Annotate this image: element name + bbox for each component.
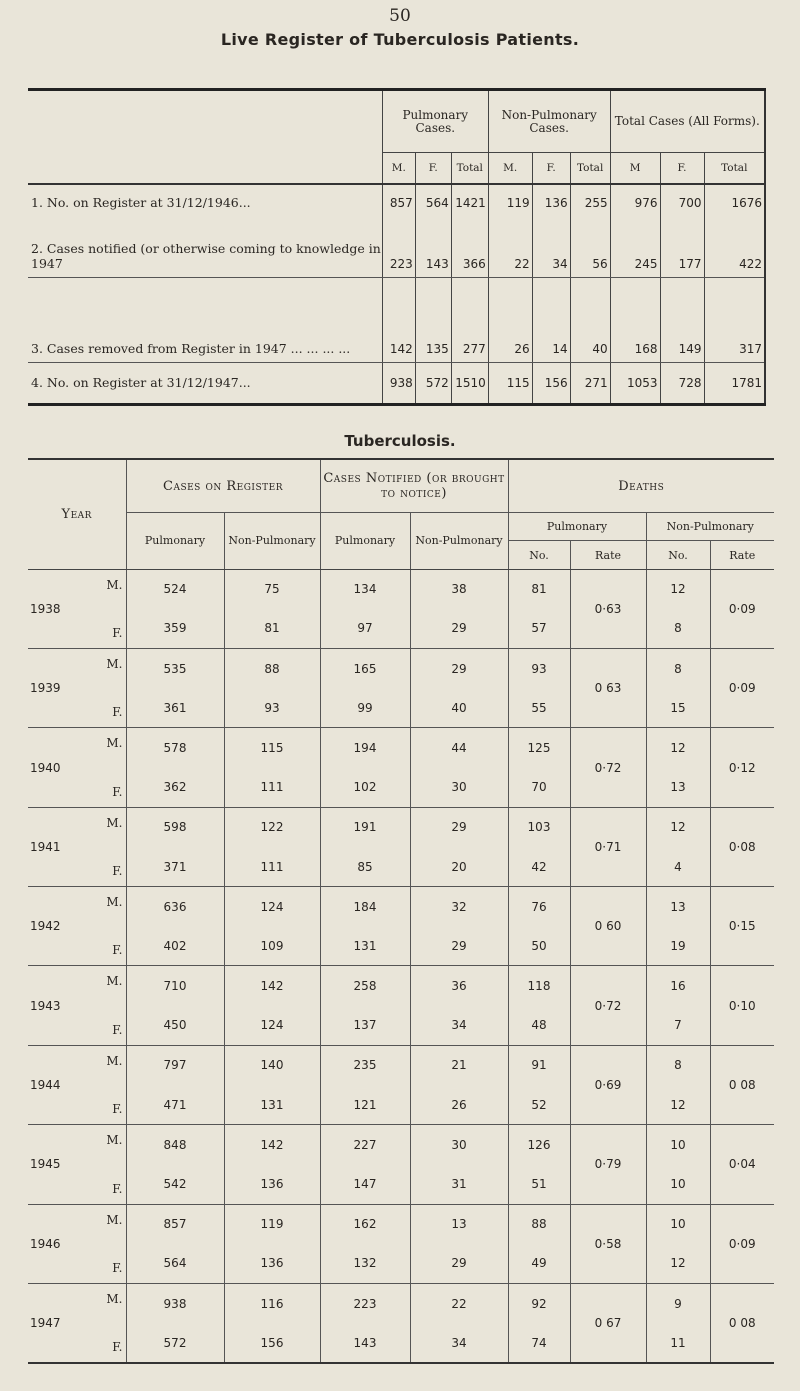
notified-pulmonary-cell: 131 [320, 926, 410, 966]
register-cell: 366 [451, 221, 488, 277]
register-cell: 1053 [610, 362, 660, 404]
sex-label-female: F. [112, 864, 123, 879]
sex-label-female: F. [112, 784, 123, 799]
register-cell: 728 [660, 362, 704, 404]
register-cell: 255 [570, 184, 610, 222]
deaths-pulmonary-no-cell: 57 [508, 609, 570, 649]
notified-non-pulmonary-cell: 36 [410, 966, 508, 1006]
sex-label-female: F. [112, 1260, 123, 1275]
deaths-non-pulmonary-no-cell: 10 [646, 1125, 710, 1165]
reg-pulmonary-cell: 524 [126, 569, 224, 609]
deaths-non-pulmonary-no-cell: 19 [646, 926, 710, 966]
deaths-non-pulmonary-no-cell: 8 [646, 1045, 710, 1085]
year-row-male [28, 966, 774, 1006]
reg-pulmonary-cell: 564 [126, 1244, 224, 1284]
notified-non-pulmonary-cell: 32 [410, 887, 508, 927]
notified-non-pulmonary-cell: 29 [410, 926, 508, 966]
deaths-pulmonary-rate-cell: 0·69 [570, 1045, 646, 1124]
deaths-pulmonary-rate-cell: 0·79 [570, 1125, 646, 1204]
register-row [28, 184, 765, 222]
reg-non-pulmonary-cell: 122 [224, 807, 320, 847]
year-row-female [28, 609, 774, 649]
deaths-non-pulmonary-no-cell: 10 [646, 1204, 710, 1244]
register-cell: 271 [570, 362, 610, 404]
deaths-pulmonary-no-cell: 126 [508, 1125, 570, 1165]
sex-label-female: F. [112, 1022, 123, 1037]
reg-pulmonary-cell: 535 [126, 648, 224, 688]
register-cell: 277 [451, 278, 488, 363]
deaths-non-pulmonary-rate-cell: 0·09 [710, 1204, 774, 1283]
group-non-pulmonary: Non-Pulmonary Cases. [488, 90, 610, 153]
year-row-male [28, 1283, 774, 1323]
reg-pulmonary-cell: 636 [126, 887, 224, 927]
deaths-pulmonary-header: Pulmonary [508, 513, 646, 541]
deaths-pulmonary-rate-cell: 0·72 [570, 728, 646, 807]
year-row-male [28, 648, 774, 688]
year-label: 1938 [30, 601, 61, 616]
year-label: 1944 [30, 1078, 61, 1093]
group-total: Total Cases (All Forms). [610, 90, 765, 153]
page-title: Live Register of Tuberculosis Patients. [220, 30, 580, 49]
group-deaths: Deaths [508, 459, 774, 513]
deaths-non-pulmonary-no-cell: 12 [646, 1244, 710, 1284]
year-cell [28, 1045, 126, 1124]
deaths-pulmonary-no-cell: 48 [508, 1006, 570, 1046]
deaths-pulmonary-rate-cell: 0·72 [570, 966, 646, 1045]
register-cell: 857 [382, 184, 415, 222]
deaths-non-pulmonary-no-cell: 13 [646, 768, 710, 808]
notified-pulmonary-cell: 227 [320, 1125, 410, 1165]
reg-pulmonary-cell: 371 [126, 847, 224, 887]
notified-pulmonary-cell: 134 [320, 569, 410, 609]
reg-non-pulmonary-header: Non-Pulmonary [224, 513, 320, 569]
year-cell [28, 728, 126, 807]
notified-pulmonary-cell: 191 [320, 807, 410, 847]
notified-non-pulmonary-cell: 34 [410, 1006, 508, 1046]
deaths-pulmonary-no-cell: 91 [508, 1045, 570, 1085]
year-cell [28, 966, 126, 1045]
register-cell: 168 [610, 278, 660, 363]
deaths-pulmonary-no-cell: 52 [508, 1085, 570, 1125]
register-cell: 976 [610, 184, 660, 222]
deaths-non-pulmonary-no-cell: 4 [646, 847, 710, 887]
deaths-pulmonary-no-cell: 81 [508, 569, 570, 609]
year-cell [28, 648, 126, 727]
notified-non-pulmonary-cell: 44 [410, 728, 508, 768]
reg-pulmonary-cell: 848 [126, 1125, 224, 1165]
register-cell: 40 [570, 278, 610, 363]
notified-pulmonary-cell: 132 [320, 1244, 410, 1284]
deaths-pulmonary-no-cell: 50 [508, 926, 570, 966]
reg-pulmonary-cell: 598 [126, 807, 224, 847]
deaths-non-pulmonary-no-cell: 15 [646, 688, 710, 728]
deaths-pulmonary-rate-cell: 0·63 [570, 569, 646, 648]
deaths-pulmonary-rate-cell: 0·58 [570, 1204, 646, 1283]
register-cell: 1781 [704, 362, 765, 404]
year-label: 1942 [30, 919, 61, 934]
deaths-pulmonary-no-cell: 88 [508, 1204, 570, 1244]
notified-non-pulmonary-cell: 21 [410, 1045, 508, 1085]
deaths-pulmonary-no-cell: 42 [508, 847, 570, 887]
group-cases-on-register: Cases on Register [126, 459, 320, 513]
subcolumn-header: F. [660, 153, 704, 184]
notified-pulmonary-cell: 99 [320, 688, 410, 728]
page-number: 50 [389, 6, 411, 26]
deaths-pulmonary-no-cell: 125 [508, 728, 570, 768]
deaths-pulmonary-no-cell: 49 [508, 1244, 570, 1284]
group-pulmonary: Pulmonary Cases. [382, 90, 488, 153]
deaths-non-pulmonary-rate-cell: 0·10 [710, 966, 774, 1045]
sex-label-female: F. [112, 705, 123, 720]
year-row-female [28, 1244, 774, 1284]
notified-pulmonary-cell: 194 [320, 728, 410, 768]
notified-non-pulmonary-cell: 30 [410, 768, 508, 808]
reg-non-pulmonary-cell: 75 [224, 569, 320, 609]
deaths-non-pulmonary-rate-cell: 0·09 [710, 648, 774, 727]
register-cell: 115 [488, 362, 532, 404]
reg-non-pulmonary-cell: 131 [224, 1085, 320, 1125]
deaths-pulmonary-no-cell: 92 [508, 1283, 570, 1323]
deaths-pulmonary-no-cell: 55 [508, 688, 570, 728]
deaths-pulmonary-rate-cell: 0 63 [570, 648, 646, 727]
year-label: 1940 [30, 760, 61, 775]
sex-label-female: F. [112, 1102, 123, 1117]
register-cell: 56 [570, 221, 610, 277]
reg-non-pulmonary-cell: 119 [224, 1204, 320, 1244]
tuberculosis-table [28, 458, 774, 1364]
register-cell: 938 [382, 362, 415, 404]
deaths-pulmonary-rate-cell: 0 60 [570, 887, 646, 966]
deaths-non-no-header: No. [646, 541, 710, 569]
year-row-female [28, 1323, 774, 1363]
sex-label-male: M. [106, 1291, 123, 1306]
register-row-label: 1. No. on Register at 31/12/1946... [31, 195, 251, 211]
year-label: 1941 [30, 839, 61, 854]
live-register-table [28, 88, 766, 406]
deaths-pulmonary-no-cell: 76 [508, 887, 570, 927]
deaths-pulmonary-rate-cell: 0·71 [570, 807, 646, 886]
sex-label-male: M. [106, 736, 123, 751]
register-cell: 14 [532, 278, 570, 363]
reg-non-pulmonary-cell: 156 [224, 1323, 320, 1363]
reg-pulmonary-cell: 542 [126, 1164, 224, 1204]
year-cell [28, 1283, 126, 1363]
deaths-pulmonary-no-cell: 74 [508, 1323, 570, 1363]
register-header-blank [28, 90, 382, 153]
register-cell: 245 [610, 221, 660, 277]
sex-label-female: F. [112, 625, 123, 640]
reg-non-pulmonary-cell: 136 [224, 1244, 320, 1284]
notified-pulmonary-cell: 121 [320, 1085, 410, 1125]
notified-non-pulmonary-cell: 29 [410, 609, 508, 649]
register-cell: 136 [532, 184, 570, 222]
reg-pulmonary-cell: 938 [126, 1283, 224, 1323]
deaths-non-pulmonary-rate-cell: 0·08 [710, 807, 774, 886]
reg-non-pulmonary-cell: 111 [224, 847, 320, 887]
register-cell: 1421 [451, 184, 488, 222]
reg-non-pulmonary-cell: 115 [224, 728, 320, 768]
deaths-non-pulmonary-no-cell: 8 [646, 648, 710, 688]
notified-non-pulmonary-cell: 34 [410, 1323, 508, 1363]
register-cell: 177 [660, 221, 704, 277]
year-cell [28, 569, 126, 648]
section-title: Tuberculosis. [344, 432, 456, 450]
notified-non-pulmonary-cell: 29 [410, 807, 508, 847]
sex-label-male: M. [106, 1212, 123, 1227]
reg-non-pulmonary-cell: 81 [224, 609, 320, 649]
reg-non-pulmonary-cell: 109 [224, 926, 320, 966]
register-cell: 135 [415, 278, 451, 363]
year-row-female [28, 1164, 774, 1204]
deaths-non-pulmonary-rate-cell: 0 08 [710, 1283, 774, 1363]
register-cell: 317 [704, 278, 765, 363]
notified-pulmonary-cell: 165 [320, 648, 410, 688]
reg-non-pulmonary-cell: 124 [224, 887, 320, 927]
reg-pulmonary-cell: 359 [126, 609, 224, 649]
reg-non-pulmonary-cell: 142 [224, 966, 320, 1006]
year-label: 1947 [30, 1315, 61, 1330]
reg-non-pulmonary-cell: 116 [224, 1283, 320, 1323]
deaths-non-pulmonary-rate-cell: 0 08 [710, 1045, 774, 1124]
sex-label-male: M. [106, 895, 123, 910]
group-cases-notified: Cases Notified (or brought to notice) [320, 459, 508, 513]
subcolumn-header: Total [451, 153, 488, 184]
subcolumn-header: M. [382, 153, 415, 184]
reg-pulmonary-cell: 450 [126, 1006, 224, 1046]
sex-label-female: F. [112, 1181, 123, 1196]
register-cell: 1510 [451, 362, 488, 404]
deaths-non-pulmonary-no-cell: 8 [646, 609, 710, 649]
reg-pulmonary-cell: 361 [126, 688, 224, 728]
deaths-non-pulmonary-no-cell: 7 [646, 1006, 710, 1046]
deaths-non-pulmonary-rate-cell: 0·15 [710, 887, 774, 966]
reg-pulmonary-cell: 797 [126, 1045, 224, 1085]
year-label: 1945 [30, 1157, 61, 1172]
register-cell: 422 [704, 221, 765, 277]
year-row-male [28, 569, 774, 609]
register-cell: 22 [488, 221, 532, 277]
deaths-non-pulmonary-header: Non-Pulmonary [646, 513, 774, 541]
deaths-non-pulmonary-rate-cell: 0·09 [710, 569, 774, 648]
year-cell [28, 1125, 126, 1204]
year-row-male [28, 728, 774, 768]
notified-non-pulmonary-cell: 30 [410, 1125, 508, 1165]
deaths-non-pulmonary-no-cell: 10 [646, 1164, 710, 1204]
deaths-non-pulmonary-no-cell: 16 [646, 966, 710, 1006]
reg-pulmonary-cell: 572 [126, 1323, 224, 1363]
notified-non-pulmonary-cell: 26 [410, 1085, 508, 1125]
deaths-non-pulmonary-no-cell: 11 [646, 1323, 710, 1363]
register-cell: 223 [382, 221, 415, 277]
year-cell [28, 807, 126, 886]
year-header: Year [28, 459, 126, 569]
year-cell [28, 887, 126, 966]
subcolumn-header: F. [415, 153, 451, 184]
register-cell: 34 [532, 221, 570, 277]
deaths-non-pulmonary-rate-cell: 0·12 [710, 728, 774, 807]
year-label: 1946 [30, 1236, 61, 1251]
notified-pulmonary-cell: 162 [320, 1204, 410, 1244]
notified-non-pulmonary-cell: 13 [410, 1204, 508, 1244]
notified-non-pulmonary-cell: 20 [410, 847, 508, 887]
reg-non-pulmonary-cell: 93 [224, 688, 320, 728]
deaths-pul-no-header: No. [508, 541, 570, 569]
sex-label-male: M. [106, 815, 123, 830]
reg-non-pulmonary-cell: 111 [224, 768, 320, 808]
register-row [28, 362, 765, 404]
year-label: 1939 [30, 681, 61, 696]
notified-pulmonary-cell: 223 [320, 1283, 410, 1323]
sex-label-male: M. [106, 1053, 123, 1068]
deaths-non-pulmonary-no-cell: 12 [646, 569, 710, 609]
deaths-non-pulmonary-no-cell: 13 [646, 887, 710, 927]
register-cell: 143 [415, 221, 451, 277]
deaths-pulmonary-no-cell: 51 [508, 1164, 570, 1204]
subcolumn-header: Total [570, 153, 610, 184]
deaths-non-pulmonary-no-cell: 12 [646, 728, 710, 768]
notified-pulmonary-cell: 97 [320, 609, 410, 649]
notified-pulmonary-cell: 143 [320, 1323, 410, 1363]
reg-pulmonary-header: Pulmonary [126, 513, 224, 569]
deaths-pulmonary-no-cell: 103 [508, 807, 570, 847]
year-row-male [28, 887, 774, 927]
year-row-female [28, 688, 774, 728]
reg-non-pulmonary-cell: 136 [224, 1164, 320, 1204]
subcolumn-header: M [610, 153, 660, 184]
deaths-pulmonary-no-cell: 93 [508, 648, 570, 688]
deaths-non-pulmonary-no-cell: 12 [646, 807, 710, 847]
register-subheader-blank [28, 153, 382, 184]
year-row-male [28, 1125, 774, 1165]
register-cell: 119 [488, 184, 532, 222]
notified-non-pulmonary-cell: 40 [410, 688, 508, 728]
register-cell: 572 [415, 362, 451, 404]
reg-pulmonary-cell: 362 [126, 768, 224, 808]
reg-pulmonary-cell: 402 [126, 926, 224, 966]
sex-label-male: M. [106, 577, 123, 592]
notified-pulmonary-cell: 258 [320, 966, 410, 1006]
register-cell: 1676 [704, 184, 765, 222]
notified-non-pulmonary-cell: 22 [410, 1283, 508, 1323]
notified-non-pulmonary-cell: 29 [410, 1244, 508, 1284]
deaths-non-pulmonary-rate-cell: 0·04 [710, 1125, 774, 1204]
year-label: 1943 [30, 998, 61, 1013]
register-cell: 564 [415, 184, 451, 222]
notified-pulmonary-cell: 184 [320, 887, 410, 927]
notified-pulmonary-cell: 102 [320, 768, 410, 808]
sex-label-female: F. [112, 1340, 123, 1354]
deaths-pulmonary-no-cell: 118 [508, 966, 570, 1006]
notified-non-pulmonary-header: Non-Pulmonary [410, 513, 508, 569]
year-cell [28, 1204, 126, 1283]
register-row-label: 3. Cases removed from Register in 1947 ... ... ... ... [28, 278, 382, 363]
notified-pulmonary-header: Pulmonary [320, 513, 410, 569]
reg-non-pulmonary-cell: 124 [224, 1006, 320, 1046]
year-row-male [28, 1045, 774, 1085]
register-cell: 149 [660, 278, 704, 363]
notified-pulmonary-cell: 85 [320, 847, 410, 887]
notified-pulmonary-cell: 235 [320, 1045, 410, 1085]
year-row-female [28, 926, 774, 966]
reg-pulmonary-cell: 710 [126, 966, 224, 1006]
deaths-pulmonary-rate-cell: 0 67 [570, 1283, 646, 1363]
register-cell: 26 [488, 278, 532, 363]
reg-non-pulmonary-cell: 142 [224, 1125, 320, 1165]
notified-non-pulmonary-cell: 38 [410, 569, 508, 609]
register-row-label: 2. Cases notified (or otherwise coming to knowledge in 1947 [28, 221, 382, 277]
subcolumn-header: F. [532, 153, 570, 184]
deaths-pul-rate-header: Rate [570, 541, 646, 569]
register-cell: 156 [532, 362, 570, 404]
year-row-female [28, 847, 774, 887]
register-row-label: 4. No. on Register at 31/12/1947... [31, 375, 251, 391]
subcolumn-header: M. [488, 153, 532, 184]
register-row [28, 221, 765, 277]
year-row-female [28, 1085, 774, 1125]
notified-pulmonary-cell: 147 [320, 1164, 410, 1204]
notified-non-pulmonary-cell: 31 [410, 1164, 508, 1204]
reg-pulmonary-cell: 471 [126, 1085, 224, 1125]
year-row-male [28, 1204, 774, 1244]
register-cell: 142 [382, 278, 415, 363]
sex-label-male: M. [106, 656, 123, 671]
deaths-non-pulmonary-no-cell: 12 [646, 1085, 710, 1125]
deaths-pulmonary-no-cell: 70 [508, 768, 570, 808]
deaths-non-rate-header: Rate [710, 541, 774, 569]
register-row [28, 278, 765, 363]
year-row-male [28, 807, 774, 847]
deaths-non-pulmonary-no-cell: 9 [646, 1283, 710, 1323]
notified-pulmonary-cell: 137 [320, 1006, 410, 1046]
notified-non-pulmonary-cell: 29 [410, 648, 508, 688]
year-row-female [28, 768, 774, 808]
sex-label-female: F. [112, 943, 123, 958]
subcolumn-header: Total [704, 153, 765, 184]
reg-non-pulmonary-cell: 140 [224, 1045, 320, 1085]
reg-non-pulmonary-cell: 88 [224, 648, 320, 688]
register-cell: 700 [660, 184, 704, 222]
sex-label-male: M. [106, 974, 123, 989]
reg-pulmonary-cell: 857 [126, 1204, 224, 1244]
year-row-female [28, 1006, 774, 1046]
reg-pulmonary-cell: 578 [126, 728, 224, 768]
sex-label-male: M. [106, 1133, 123, 1148]
